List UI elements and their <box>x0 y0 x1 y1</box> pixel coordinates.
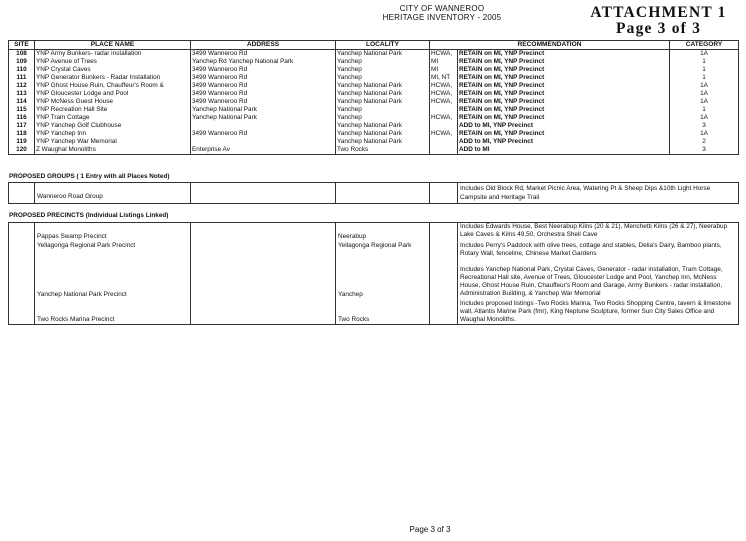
listing-status: HCWA, <box>430 130 458 138</box>
precincts-table <box>8 222 739 325</box>
place-name: YNP Generator Bunkers - Radar Installation <box>35 74 191 82</box>
document-header <box>372 4 512 22</box>
recommendation: ADD to MI, YNP Precinct <box>458 122 670 130</box>
city-name: CITY OF WANNEROO <box>399 4 485 13</box>
column-header: RECOMMENDATION <box>430 41 670 50</box>
place-name: YNP Army Bunkers- radar installation <box>35 50 191 59</box>
recommendation: RETAIN on MI, YNP Precinct <box>458 98 670 106</box>
column-header: ADDRESS <box>191 41 336 50</box>
category: 1A <box>670 98 739 106</box>
recommendation: RETAIN on MI, YNP Precinct <box>458 74 670 82</box>
recommendation: RETAIN on MI, YNP Precinct <box>458 90 670 98</box>
site-number: 118 <box>9 130 35 138</box>
recommendation: RETAIN on MI, YNP Precinct <box>458 130 670 138</box>
recommendation: RETAIN on MI, YNP Precinct <box>458 50 670 59</box>
group-name: Wanneroo Road Group <box>35 183 191 204</box>
precinct-name: Two Rocks Marina Precinct <box>35 300 191 325</box>
table-row <box>9 58 739 66</box>
locality: Yanchep <box>336 114 430 122</box>
address: 3499 Wanneroo Rd <box>191 98 336 106</box>
groups-table <box>8 182 739 204</box>
category: 1 <box>670 106 739 114</box>
precinct-description: Includes Edwards House, Best Neerabup Kilns (20 & 21), Menchetti Kilns (26 & 27), Neerabup Lake Caves & Kilns 49,50, Orchestra Shell Cave <box>458 223 739 242</box>
table-row <box>9 223 739 242</box>
site-number: 111 <box>9 74 35 82</box>
page-footer: Page 3 of 3 <box>409 525 451 534</box>
table-row <box>9 138 739 146</box>
precinct-locality: Neerabup <box>336 223 430 242</box>
recommendation: RETAIN on MI, YNP Precinct <box>458 82 670 90</box>
locality: Yanchep <box>336 58 430 66</box>
place-name: YNP Gloucester Lodge and Pool <box>35 90 191 98</box>
locality: Yanchep National Park <box>336 90 430 98</box>
precinct-name: Yellagonga Regional Park Precinct <box>35 242 191 266</box>
category: 1A <box>670 114 739 122</box>
address: 3499 Wanneroo Rd <box>191 130 336 138</box>
listing-status <box>430 122 458 130</box>
category: 1A <box>670 50 739 59</box>
inventory-title: HERITAGE INVENTORY - 2005 <box>382 13 502 22</box>
precincts-section-label: PROPOSED PRECINCTS (Individual Listings Linked) <box>9 212 169 219</box>
place-name: YNP Recreation Hall Site <box>35 106 191 114</box>
listing-status <box>430 106 458 114</box>
table-row <box>9 242 739 266</box>
recommendation: ADD to MI <box>458 146 670 155</box>
recommendation: RETAIN on MI, YNP Precinct <box>458 66 670 74</box>
address <box>191 122 336 130</box>
table-row <box>9 50 739 59</box>
locality: Yanchep National Park <box>336 138 430 146</box>
place-name: YNP Yanchep Inn <box>35 130 191 138</box>
category: 1A <box>670 90 739 98</box>
column-header: LOCALITY <box>336 41 430 50</box>
address: 3499 Wanneroo Rd <box>191 66 336 74</box>
table-row <box>9 106 739 114</box>
listing-status: HCWA, <box>430 90 458 98</box>
recommendation: ADD to MI, YNP Precinct <box>458 138 670 146</box>
address: 3499 Wanneroo Rd <box>191 50 336 59</box>
locality: Yanchep National Park <box>336 122 430 130</box>
locality: Yanchep <box>336 66 430 74</box>
category: 1A <box>670 130 739 138</box>
address: 3499 Wanneroo Rd <box>191 74 336 82</box>
listing-status: HCWA, <box>430 50 458 59</box>
table-row <box>9 146 739 155</box>
precinct-name: Yanchep National Park Precinct <box>35 266 191 300</box>
locality: Yanchep <box>336 106 430 114</box>
place-name: Z Waughal Monoliths <box>35 146 191 155</box>
table-row <box>9 130 739 138</box>
listing-status: HCWA, <box>430 98 458 106</box>
groups-section-label: PROPOSED GROUPS ( 1 Entry with all Places Noted) <box>9 173 170 180</box>
address: Enterprise Av <box>191 146 336 155</box>
listing-status: MI, NT <box>430 74 458 82</box>
table-row <box>9 66 739 74</box>
category: 1A <box>670 82 739 90</box>
table-row <box>9 183 739 204</box>
address: Yanchep National Park <box>191 106 336 114</box>
table-row <box>9 74 739 82</box>
locality: Yanchep National Park <box>336 50 430 59</box>
place-name: YNP McNess Guest House <box>35 98 191 106</box>
address: Yanchep Rd Yanchep National Park <box>191 58 336 66</box>
attachment-page: Page 3 of 3 <box>615 20 702 37</box>
group-description: Includes Old Block Rd, Market Picnic Area, Watering Pt & Sheep Dips &10th Light Horse Campsite and Heritage Trail <box>458 183 739 204</box>
listing-status: MI <box>430 66 458 74</box>
precinct-locality: Yanchep <box>336 266 430 300</box>
site-number: 116 <box>9 114 35 122</box>
site-number: 119 <box>9 138 35 146</box>
locality: Two Rocks <box>336 146 430 155</box>
site-number: 108 <box>9 50 35 59</box>
category: 1 <box>670 58 739 66</box>
attachment-heading <box>586 5 731 37</box>
table-row <box>9 90 739 98</box>
listing-status: MI <box>430 58 458 66</box>
listing-status: HCWA, <box>430 114 458 122</box>
site-number: 113 <box>9 90 35 98</box>
place-name: YNP Tram Cottage <box>35 114 191 122</box>
address <box>191 138 336 146</box>
heritage-table-body <box>9 50 739 155</box>
place-name: YNP Yanchep War Memorial <box>35 138 191 146</box>
table-row <box>9 98 739 106</box>
precinct-description: Includes Perry's Paddock with olive trees, cottage and stables, Delia's Dairy, Bamboo plants, Rotary Wall, fenceline, Chinese Market Gardens <box>458 242 739 266</box>
address: 3499 Wanneroo Rd <box>191 90 336 98</box>
attachment-label: ATTACHMENT 1 <box>590 4 727 21</box>
site-number: 109 <box>9 58 35 66</box>
column-header: SITE <box>9 41 35 50</box>
locality: Yanchep National Park <box>336 98 430 106</box>
precinct-locality: Yellagonga Regional Park <box>336 242 430 266</box>
category: 3 <box>670 146 739 155</box>
listing-status <box>430 138 458 146</box>
category: 1 <box>670 66 739 74</box>
heritage-table <box>8 40 739 155</box>
place-name: YNP Avenue of Trees <box>35 58 191 66</box>
site-number: 120 <box>9 146 35 155</box>
site-number: 112 <box>9 82 35 90</box>
site-number: 110 <box>9 66 35 74</box>
column-header: CATEGORY <box>670 41 739 50</box>
precinct-locality: Two Rocks <box>336 300 430 325</box>
category: 1 <box>670 74 739 82</box>
place-name: YNP Crystal Caves <box>35 66 191 74</box>
precinct-description: Includes proposed listings -Two Rocks Marina, Two Rocks Shopping Centre, tavern & limestone wall, Atlantis Marine Park (fmr), King Neptune Sculpture, former Sun City Sales Office and Waughal Monoliths. <box>458 300 739 325</box>
site-number: 117 <box>9 122 35 130</box>
table-row <box>9 114 739 122</box>
locality: Yanchep <box>336 74 430 82</box>
precinct-description: Includes Yanchep National Park, Crystal Caves, Generator - radar installation, Tram Cottage, Recreational Hall site, Avenue of Trees, Gloucester Lodge and Pool, Yanchep Inn, McNess House, Ghost House Ruin, Chauffeur's Room and Garage, Army Bunkers - radar installation, Administration Building, & Yanchep War Memorial <box>458 266 739 300</box>
table-row <box>9 266 739 300</box>
place-name: YNP Yanchep Golf Clubhouse <box>35 122 191 130</box>
category: 3 <box>670 122 739 130</box>
listing-status <box>430 146 458 155</box>
recommendation: RETAIN on MI, YNP Precinct <box>458 58 670 66</box>
address: 3499 Wanneroo Rd <box>191 82 336 90</box>
site-number: 114 <box>9 98 35 106</box>
table-row <box>9 122 739 130</box>
column-header: PLACE NAME <box>35 41 191 50</box>
listing-status: HCWA, <box>430 82 458 90</box>
address: Yanchep National Park <box>191 114 336 122</box>
recommendation: RETAIN on MI, YNP Precinct <box>458 114 670 122</box>
locality: Yanchep National Park <box>336 82 430 90</box>
site-number: 115 <box>9 106 35 114</box>
heritage-table-header <box>9 41 739 50</box>
place-name: YNP Ghost House Ruin, Chauffeur's Room & <box>35 82 191 90</box>
category: 2 <box>670 138 739 146</box>
table-row <box>9 300 739 325</box>
precinct-name: Pappas Swamp Precinct <box>35 223 191 242</box>
locality: Yanchep National Park <box>336 130 430 138</box>
recommendation: RETAIN on MI, YNP Precinct <box>458 106 670 114</box>
table-row <box>9 82 739 90</box>
